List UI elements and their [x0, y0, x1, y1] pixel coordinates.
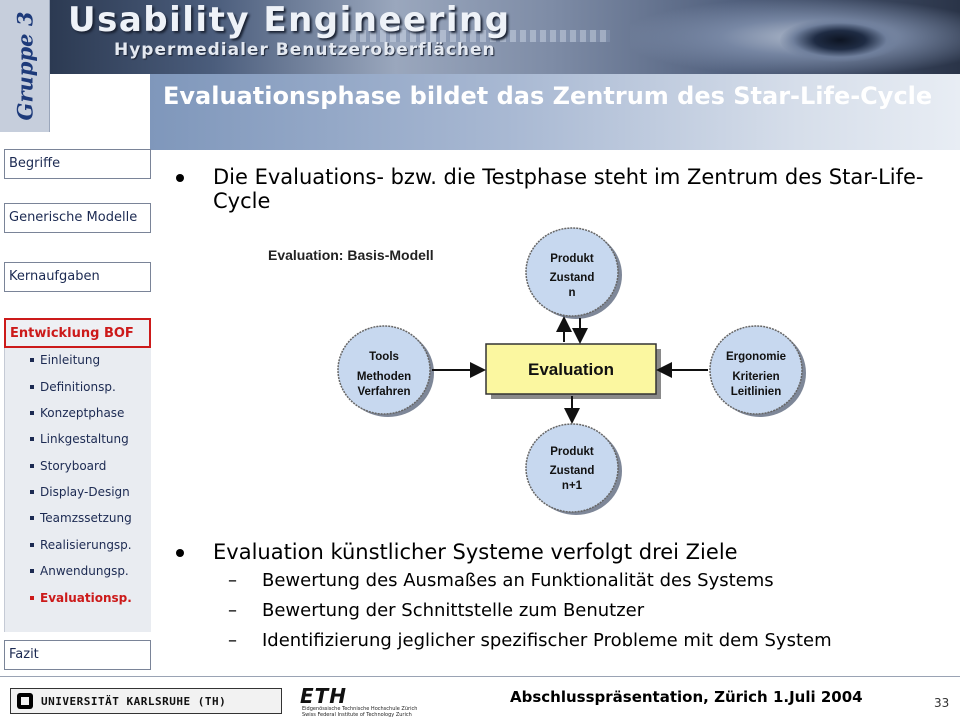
eth-line-de: Eidgenössische Technische Hochschule Zürich [302, 706, 418, 712]
right-circle-line-1: Ergonomie [725, 351, 787, 363]
nav-sub-item-label: Konzeptphase [40, 406, 125, 420]
nav-sub-item-realisierungsp[interactable] [30, 538, 150, 552]
footer-divider [0, 676, 960, 677]
banner-eye-image [780, 18, 900, 62]
sub-bullet-text: Bewertung des Ausmaßes an Funktionalität des Systems [262, 570, 774, 591]
top-circle-line-2: Zustand [549, 272, 595, 284]
university-name: UNIVERSITÄT KARLSRUHE (TH) [41, 695, 227, 708]
nav-sub-item-label: Teamzssetzung [40, 511, 132, 525]
bullet-icon [30, 437, 34, 441]
page-number: 33 [934, 696, 950, 710]
diagram-title: Evaluation: Basis-Modell [268, 247, 434, 263]
nav-sub-item-label: Storyboard [40, 459, 107, 473]
bullet-icon [30, 464, 34, 468]
nav-sub-item-label: Display-Design [40, 485, 130, 499]
bottom-circle-line-1: Produkt [550, 446, 594, 458]
nav-sub-item-label: Evaluationsp. [40, 591, 132, 605]
eth-logo: ETH [300, 684, 348, 708]
dash-marker: – [228, 600, 237, 621]
header-banner [50, 0, 960, 74]
nav-sub-item-evaluationsp[interactable] [30, 591, 150, 605]
top-circle-line-1: Produkt [550, 253, 594, 265]
right-circle [710, 326, 802, 414]
left-circle-line-1: Tools [369, 351, 399, 363]
nav-item-begriffe[interactable]: Begriffe [4, 149, 151, 179]
nav-item-fazit[interactable]: Fazit [4, 640, 151, 670]
nav-sub-item-label: Definitionsp. [40, 380, 116, 394]
left-circle-line-2: Methoden [356, 371, 412, 383]
bullet-icon [176, 549, 184, 557]
nav-sub-item-display-design[interactable] [30, 485, 150, 499]
evaluation-label: Evaluation [528, 360, 614, 379]
dash-marker: – [228, 570, 237, 591]
nav-sub-item-label: Anwendungsp. [40, 564, 129, 578]
bullet-text: Die Evaluations- bzw. die Testphase steht im Zentrum des Star-Life-Cycle [213, 165, 924, 213]
nav-item-generische-modelle[interactable]: Generische Modelle [4, 203, 151, 233]
bullet-icon [176, 174, 184, 182]
bullet-text: Evaluation künstlicher Systeme verfolgt drei Ziele [213, 540, 738, 564]
left-circle [338, 326, 430, 414]
sub-bullet-text: Identifizierung jeglicher spezifischer Probleme mit dem System [262, 630, 832, 651]
eth-line-en: Swiss Federal Institute of Technology Zurich [302, 712, 412, 718]
dash-marker: – [228, 630, 237, 651]
slide-title: Evaluationsphase bildet das Zentrum des Star-Life-Cycle [163, 82, 933, 110]
bullet-icon [30, 516, 34, 520]
nav-sub-item-teamzssetzung[interactable] [30, 511, 150, 525]
nav-sub-item-label: Linkgestaltung [40, 432, 129, 446]
right-circle-line-2: Kriterien [732, 371, 780, 383]
bullet-icon [30, 411, 34, 415]
bullet-icon [30, 543, 34, 547]
nav-sub-item-linkgestaltung[interactable] [30, 432, 150, 446]
group-tab [0, 0, 50, 132]
bullet-icon [30, 490, 34, 494]
nav-sub-item-label: Einleitung [40, 353, 101, 367]
nav-sub-item-definitionsp[interactable] [30, 380, 150, 394]
nav-sub-item-konzeptphase[interactable] [30, 406, 150, 420]
nav-item-kernaufgaben[interactable]: Kernaufgaben [4, 262, 151, 292]
sub-bullet-text: Bewertung der Schnittstelle zum Benutzer [262, 600, 645, 621]
university-mark-icon [17, 693, 33, 709]
banner-subtitle: Hypermedialer Benutzeroberflächen [114, 40, 496, 60]
bullet-icon [30, 385, 34, 389]
bottom-circle-line-3: n+1 [561, 480, 583, 492]
bottom-circle-line-2: Zustand [549, 465, 595, 477]
nav-sub-item-anwendungsp[interactable] [30, 564, 150, 578]
footer-text: Abschlusspräsentation, Zürich 1.Juli 2004 [510, 688, 863, 706]
banner-title: Usability Engineering [68, 0, 511, 40]
left-circle-line-3: Verfahren [357, 386, 411, 398]
evaluation-diagram [262, 226, 822, 526]
university-logo [10, 688, 282, 714]
nav-item-entwicklung-bof[interactable]: Entwicklung BOF [4, 318, 151, 348]
nav-sub-item-einleitung[interactable] [30, 353, 150, 367]
bullet-icon [30, 569, 34, 573]
bullet-icon [30, 596, 34, 600]
nav-sub-item-label: Realisierungsp. [40, 538, 132, 552]
top-circle-line-3: n [568, 287, 576, 299]
bullet-icon [30, 358, 34, 362]
right-circle-line-3: Leitlinien [730, 386, 782, 398]
nav-sub-item-storyboard[interactable] [30, 459, 150, 473]
group-label: Gruppe 3 [12, 11, 38, 121]
